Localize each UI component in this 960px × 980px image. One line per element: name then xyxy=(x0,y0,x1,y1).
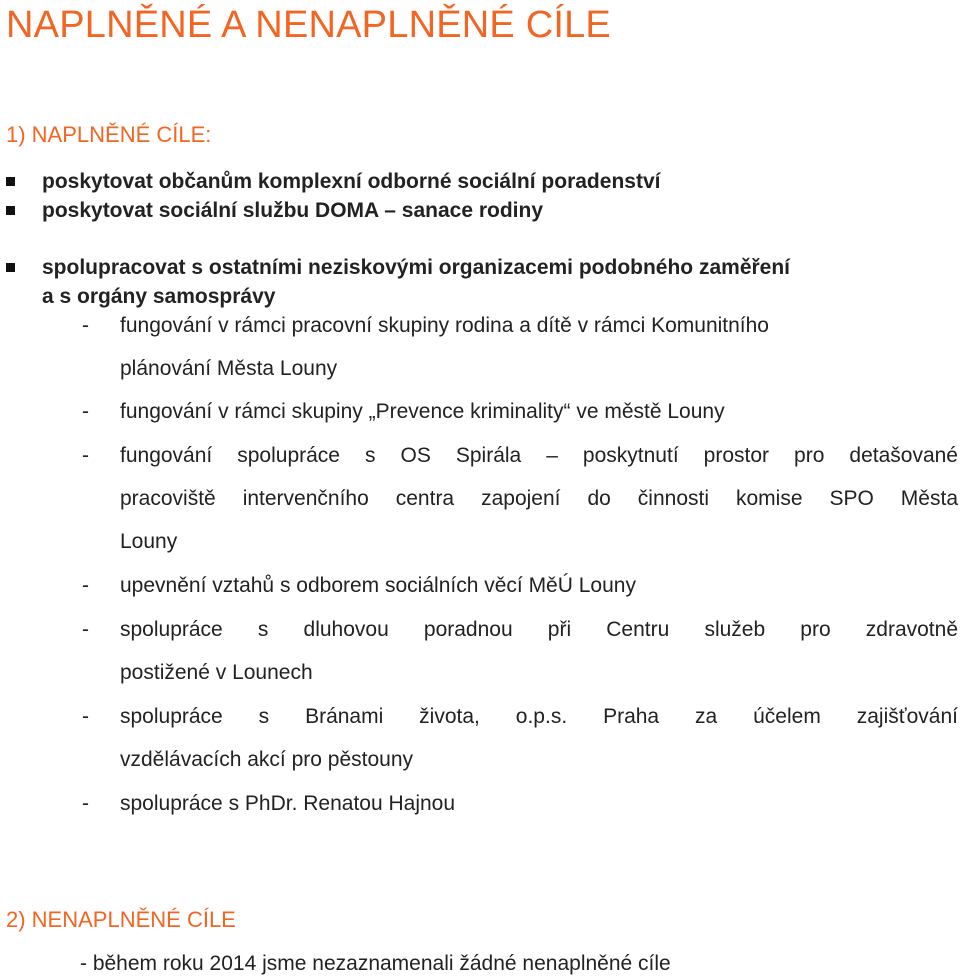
page-title: NAPLNĚNÉ A NENAPLNĚNÉ CÍLE xyxy=(6,4,611,46)
dash-marker: - xyxy=(82,574,89,597)
square-bullet-icon xyxy=(6,177,15,186)
square-bullet-icon xyxy=(6,263,15,272)
bullet-item-continuation: a s orgány samosprávy xyxy=(42,285,276,308)
dash-marker: - xyxy=(82,618,89,641)
dash-marker: - xyxy=(82,705,89,728)
dash-marker: - xyxy=(82,400,89,423)
dash-marker: - xyxy=(82,314,89,337)
dash-marker: - xyxy=(82,792,89,815)
bullet-item: poskytovat sociální službu DOMA – sanace rodiny xyxy=(42,196,543,225)
bullet-item: poskytovat občanům komplexní odborné sociální poradenství xyxy=(42,167,660,196)
list-item: spolupráce s PhDr. Renatou Hajnou xyxy=(120,792,456,815)
list-item: upevnění vztahů s odborem sociálních věcí MěÚ Louny xyxy=(120,574,636,597)
section-heading-unfulfilled: 2) NENAPLNĚNÉ CÍLE xyxy=(6,907,236,932)
bullet-item: spolupracovat s ostatními neziskovými organizacemi podobného zaměření xyxy=(42,253,790,282)
list-item: fungování v rámci skupiny „Prevence kriminality“ ve městě Louny xyxy=(120,400,725,423)
dash-marker: - xyxy=(82,444,89,467)
list-item: fungování v rámci pracovní skupiny rodina a dítě v rámci Komunitního plánování Města Louny xyxy=(120,314,769,380)
square-bullet-icon xyxy=(6,206,15,215)
unfulfilled-note: - během roku 2014 jsme nezaznamenali žádné nenaplněné cíle xyxy=(80,952,671,975)
list-item: spolupráce s Bránami života, o.p.s. Praha za účelem zajišťování vzdělávacích akcí pro pěstouny xyxy=(120,705,958,771)
list-item: fungování spolupráce s OS Spirála – poskytnutí prostor pro detašované pracoviště intervenčního centra zapojení do činnosti komise SPO Města Louny xyxy=(120,444,958,553)
section-heading-fulfilled: 1) NAPLNĚNÉ CÍLE: xyxy=(6,122,212,147)
list-item: spolupráce s dluhovou poradnou při Centru služeb pro zdravotně postižené v Lounech xyxy=(120,618,958,684)
